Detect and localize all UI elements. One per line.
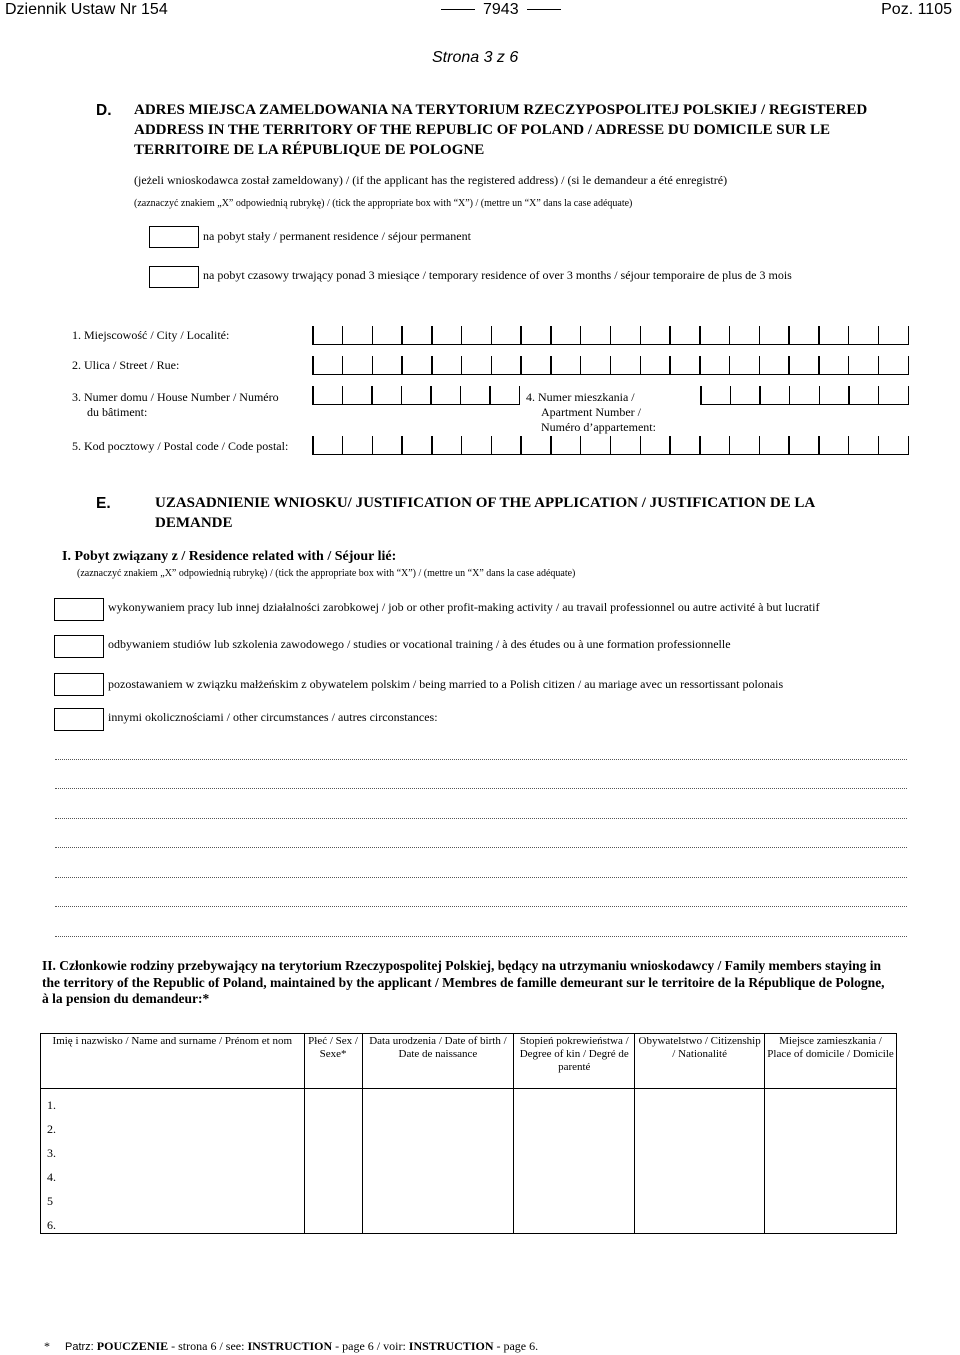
circumstances-line[interactable] bbox=[55, 877, 907, 878]
cell-divider bbox=[431, 356, 433, 374]
cell-divider bbox=[908, 436, 910, 454]
cell-divider bbox=[878, 386, 880, 404]
cell-divider bbox=[491, 356, 493, 374]
residence-reason-title: I. Pobyt związany z / Residence related with / Séjour lié: bbox=[62, 549, 397, 564]
row-number[interactable]: 4. bbox=[41, 1161, 305, 1185]
study-reason-label: odbywaniem studiów lub szkolenia zawodowego / studies or vocational training / à des études ou à une formation professionnelle bbox=[108, 637, 731, 651]
section-d-title: ADRES MIEJSCA ZAMELDOWANIA NA TERYTORIUM RZECZYPOSPOLITEJ POLSKIEJ / REGISTERED ADDRESS IN THE TERRITORY OF THE REPUBLIC OF POLAND / ADRESSE DU DOMICILE SUR LE TERRITOIRE DE LA RÉPUBLIQUE DE POLOGNE bbox=[134, 102, 868, 158]
table-cell[interactable] bbox=[514, 1113, 635, 1137]
footnote-ref-en: INSTRUCTION bbox=[247, 1339, 333, 1353]
col-header-birth-date: Data urodzenia / Date of birth / Date de naissance bbox=[362, 1034, 514, 1089]
house-number-input[interactable] bbox=[312, 386, 520, 405]
section-d-condition-note: (jeżeli wnioskodawca został zameldowany) / (if the applicant has the registered address) / (si le demandeur a été enregistré) bbox=[134, 173, 728, 187]
col-header-domicile: Miejsce zamieszkania / Place of domicile / Domicile bbox=[765, 1034, 897, 1089]
table-cell[interactable] bbox=[635, 1113, 765, 1137]
city-label: 1. Miejscowość / City / Localité: bbox=[72, 328, 230, 342]
cell-divider bbox=[371, 386, 373, 404]
apartment-number-input[interactable] bbox=[700, 386, 909, 405]
col-header-kinship: Stopień pokrewieństwa / Degree of kin / Degré de parenté bbox=[514, 1034, 635, 1089]
cell-divider bbox=[401, 356, 403, 374]
cell-divider bbox=[878, 436, 880, 454]
table-cell[interactable] bbox=[765, 1185, 897, 1209]
col-header-sex: Płeć / Sex / Sexe* bbox=[304, 1034, 362, 1089]
cell-divider bbox=[312, 386, 314, 404]
cell-divider bbox=[759, 356, 761, 374]
cell-divider bbox=[669, 436, 671, 454]
temporary-residence-checkbox[interactable] bbox=[149, 266, 199, 288]
table-cell[interactable] bbox=[304, 1185, 362, 1209]
street-input[interactable] bbox=[312, 356, 909, 375]
cell-divider bbox=[818, 356, 820, 374]
section-e-letter: E. bbox=[96, 495, 111, 512]
position-number: Poz. 1105 bbox=[881, 1, 952, 18]
cell-divider bbox=[431, 436, 433, 454]
footnote-page-pl: - strona 6 / see: bbox=[168, 1339, 248, 1353]
journal-title: Dziennik Ustaw Nr 154 bbox=[5, 1, 168, 18]
family-members-table bbox=[40, 1033, 897, 1234]
footnote-ref-pl: POUCZENIE bbox=[96, 1339, 169, 1353]
table-cell[interactable] bbox=[765, 1089, 897, 1114]
cell-divider bbox=[848, 386, 850, 404]
cell-divider bbox=[431, 326, 433, 344]
cell-divider bbox=[580, 356, 582, 374]
temporary-residence-label: na pobyt czasowy trwający ponad 3 miesiące / temporary residence of over 3 months / séjour temporaire de plus de 3 mois bbox=[203, 268, 792, 282]
cell-divider bbox=[401, 436, 403, 454]
city-input[interactable] bbox=[312, 326, 909, 345]
circumstances-line[interactable] bbox=[55, 818, 907, 819]
work-reason-checkbox[interactable] bbox=[54, 598, 104, 621]
table-cell[interactable] bbox=[514, 1185, 635, 1209]
cell-divider bbox=[848, 436, 850, 454]
cell-divider bbox=[669, 326, 671, 344]
cell-divider bbox=[788, 356, 790, 374]
cell-divider bbox=[878, 326, 880, 344]
cell-divider bbox=[520, 436, 522, 454]
cell-divider bbox=[342, 436, 344, 454]
section-d-mark-note: (zaznaczyć znakiem „X” odpowiednią rubrykę) / (tick the appropriate box with “X”) / (mettre un “X” dans la case adéquate) bbox=[134, 198, 633, 209]
cell-divider bbox=[699, 326, 701, 344]
cell-divider bbox=[401, 326, 403, 344]
cell-divider bbox=[819, 386, 821, 404]
table-cell[interactable] bbox=[765, 1161, 897, 1185]
row-number[interactable]: 5 bbox=[41, 1185, 305, 1209]
cell-divider bbox=[372, 356, 374, 374]
footnote-star: * bbox=[44, 1339, 50, 1353]
marriage-reason-checkbox[interactable] bbox=[54, 673, 104, 696]
cell-divider bbox=[699, 436, 701, 454]
circumstances-line[interactable] bbox=[55, 936, 907, 937]
col-header-citizenship: Obywatelstwo / Citizenship / Nationalité bbox=[635, 1034, 765, 1089]
cell-divider bbox=[610, 326, 612, 344]
cell-divider bbox=[372, 326, 374, 344]
table-cell[interactable] bbox=[304, 1209, 362, 1234]
cell-divider bbox=[342, 386, 344, 404]
table-cell[interactable] bbox=[362, 1113, 514, 1137]
cell-divider bbox=[908, 326, 910, 344]
apartment-number-label-2: Apartment Number / bbox=[541, 405, 641, 419]
table-cell[interactable] bbox=[765, 1209, 897, 1234]
circumstances-line[interactable] bbox=[55, 759, 907, 760]
circumstances-line[interactable] bbox=[55, 788, 907, 789]
cell-divider bbox=[460, 386, 462, 404]
table-row bbox=[41, 1161, 897, 1185]
cell-divider bbox=[519, 386, 521, 404]
cell-divider bbox=[372, 436, 374, 454]
row-number[interactable]: 1. bbox=[41, 1089, 305, 1114]
cell-divider bbox=[848, 356, 850, 374]
cell-divider bbox=[580, 326, 582, 344]
marriage-reason-label: pozostawaniem w związku małżeńskim z obywatelem polskim / being married to a Polish citizen / au mariage avec un ressortissant polonais bbox=[108, 677, 784, 691]
footnote-see-pl: Patrz: bbox=[65, 1341, 97, 1353]
house-number-label-2: du bâtiment: bbox=[87, 405, 148, 419]
cell-divider bbox=[520, 356, 522, 374]
cell-divider bbox=[640, 326, 642, 344]
cell-divider bbox=[730, 386, 732, 404]
cell-divider bbox=[342, 356, 344, 374]
family-members-title: II. Członkowie rodziny przebywający na terytorium Rzeczypospolitej Polskiej, będący na utrzymaniu wnioskodawcy / Family members staying in the territory of the Republic of Poland, maintained by the applicant / Membres de famille demeurant sur le territoire de la République de Pologne, à la pension du demandeur:* bbox=[42, 958, 885, 1006]
table-cell[interactable] bbox=[362, 1185, 514, 1209]
row-number[interactable]: 2. bbox=[41, 1113, 305, 1137]
footnote-page-fr: - page 6. bbox=[493, 1339, 539, 1353]
cell-divider bbox=[729, 436, 731, 454]
cell-divider bbox=[491, 326, 493, 344]
cell-divider bbox=[818, 436, 820, 454]
work-reason-label: wykonywaniem pracy lub innej działalności zarobkowej / job or other profit-making activity / au travail professionnel ou autre activité à but lucratif bbox=[108, 600, 820, 614]
section-e-title: UZASADNIENIE WNIOSKU/ JUSTIFICATION OF THE APPLICATION / JUSTIFICATION DE LA DEMANDE bbox=[155, 495, 815, 531]
footnote bbox=[44, 1339, 538, 1354]
house-number-label: 3. Numer domu / House Number / Numéro bbox=[72, 390, 279, 404]
cell-divider bbox=[908, 386, 910, 404]
cell-divider bbox=[848, 326, 850, 344]
cell-divider bbox=[461, 326, 463, 344]
cell-divider bbox=[312, 436, 314, 454]
table-row bbox=[41, 1209, 897, 1234]
cell-divider bbox=[640, 436, 642, 454]
footnote-ref-fr: INSTRUCTION bbox=[408, 1339, 494, 1353]
table-cell[interactable] bbox=[304, 1089, 362, 1114]
permanent-residence-label: na pobyt stały / permanent residence / séjour permanent bbox=[203, 229, 471, 243]
table-cell[interactable] bbox=[304, 1113, 362, 1137]
row-number[interactable]: 6. bbox=[41, 1209, 305, 1234]
footnote-page-en: - page 6 / voir: bbox=[332, 1339, 409, 1353]
cell-divider bbox=[312, 356, 314, 374]
col-header-name: Imię i nazwisko / Name and surname / Prénom et nom bbox=[41, 1034, 305, 1089]
circumstances-line[interactable] bbox=[55, 906, 907, 907]
table-cell[interactable] bbox=[514, 1161, 635, 1185]
cell-divider bbox=[550, 436, 552, 454]
residence-reason-note: (zaznaczyć znakiem „X” odpowiednią rubrykę) / (tick the appropriate box with “X”) / (mettre un “X” dans la case adéquate) bbox=[77, 568, 576, 579]
cell-divider bbox=[729, 326, 731, 344]
table-cell[interactable] bbox=[362, 1137, 514, 1161]
cell-divider bbox=[759, 386, 761, 404]
page-number: 7943 bbox=[433, 1, 569, 19]
cell-divider bbox=[908, 356, 910, 374]
cell-divider bbox=[489, 386, 491, 404]
cell-divider bbox=[640, 356, 642, 374]
postal-code-label: 5. Kod pocztowy / Postal code / Code postal: bbox=[72, 439, 289, 453]
table-cell[interactable] bbox=[765, 1113, 897, 1137]
cell-divider bbox=[491, 436, 493, 454]
cell-divider bbox=[759, 326, 761, 344]
table-cell[interactable] bbox=[304, 1161, 362, 1185]
table-row bbox=[41, 1089, 897, 1114]
apartment-number-label: 4. Numer mieszkania / bbox=[526, 390, 635, 404]
table-cell[interactable] bbox=[635, 1137, 765, 1161]
cell-divider bbox=[461, 356, 463, 374]
cell-divider bbox=[669, 356, 671, 374]
postal-code-input[interactable] bbox=[312, 436, 909, 455]
cell-divider bbox=[788, 326, 790, 344]
cell-divider bbox=[788, 436, 790, 454]
other-reason-label: innymi okolicznościami / other circumstances / autres circonstances: bbox=[108, 710, 438, 724]
cell-divider bbox=[610, 436, 612, 454]
cell-divider bbox=[550, 356, 552, 374]
table-cell[interactable] bbox=[304, 1137, 362, 1161]
study-reason-checkbox[interactable] bbox=[54, 635, 104, 658]
table-cell[interactable] bbox=[514, 1089, 635, 1114]
section-d-letter: D. bbox=[96, 102, 112, 119]
table-cell[interactable] bbox=[635, 1161, 765, 1185]
table-row bbox=[41, 1185, 897, 1209]
cell-divider bbox=[312, 326, 314, 344]
cell-divider bbox=[430, 386, 432, 404]
row-number[interactable]: 3. bbox=[41, 1137, 305, 1161]
cell-divider bbox=[342, 326, 344, 344]
cell-divider bbox=[610, 356, 612, 374]
page-indicator: Strona 3 z 6 bbox=[432, 49, 519, 66]
permanent-residence-checkbox[interactable] bbox=[149, 226, 199, 248]
other-reason-checkbox[interactable] bbox=[54, 708, 104, 731]
cell-divider bbox=[401, 386, 403, 404]
table-row bbox=[41, 1137, 897, 1161]
street-label: 2. Ulica / Street / Rue: bbox=[72, 358, 180, 372]
table-cell[interactable] bbox=[765, 1137, 897, 1161]
table-cell[interactable] bbox=[514, 1137, 635, 1161]
cell-divider bbox=[789, 386, 791, 404]
table-cell[interactable] bbox=[362, 1089, 514, 1114]
table-cell[interactable] bbox=[635, 1185, 765, 1209]
cell-divider bbox=[759, 436, 761, 454]
cell-divider bbox=[461, 436, 463, 454]
cell-divider bbox=[729, 356, 731, 374]
apartment-number-label-3: Numéro d’appartement: bbox=[541, 420, 656, 434]
table-cell[interactable] bbox=[635, 1089, 765, 1114]
cell-divider bbox=[550, 326, 552, 344]
cell-divider bbox=[580, 436, 582, 454]
cell-divider bbox=[818, 326, 820, 344]
circumstances-line[interactable] bbox=[55, 847, 907, 848]
table-cell[interactable] bbox=[514, 1209, 635, 1234]
table-cell[interactable] bbox=[362, 1209, 514, 1234]
table-row bbox=[41, 1113, 897, 1137]
cell-divider bbox=[520, 326, 522, 344]
cell-divider bbox=[878, 356, 880, 374]
table-cell[interactable] bbox=[635, 1209, 765, 1234]
cell-divider bbox=[699, 356, 701, 374]
cell-divider bbox=[700, 386, 702, 404]
table-cell[interactable] bbox=[362, 1161, 514, 1185]
